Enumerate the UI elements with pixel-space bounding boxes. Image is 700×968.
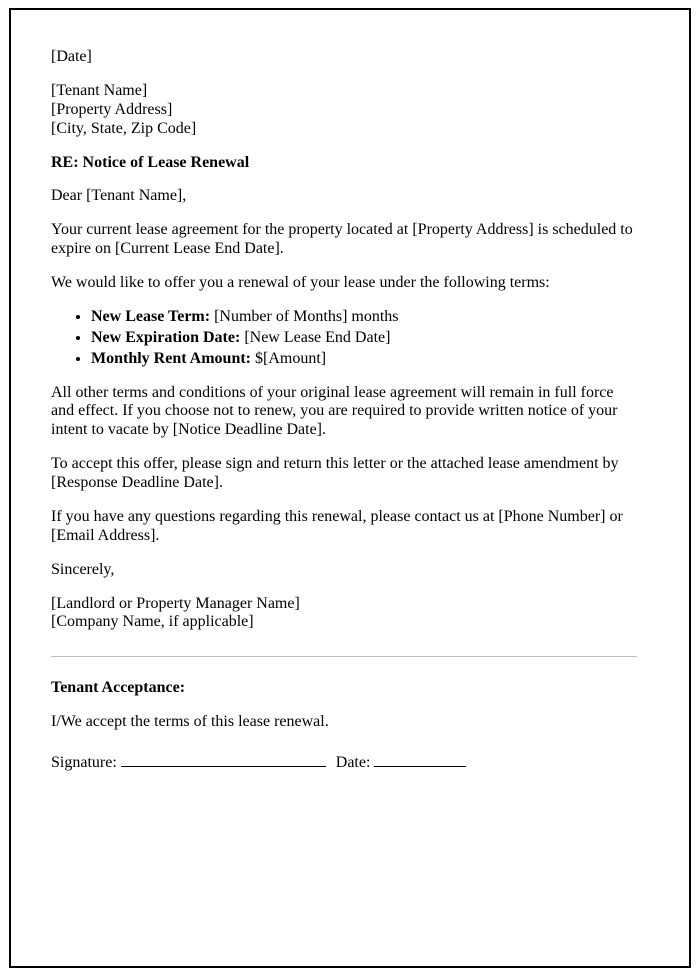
acceptance-signature-row bbox=[51, 752, 637, 773]
term-label: New Expiration Date: bbox=[91, 328, 241, 346]
letter-page bbox=[9, 8, 691, 968]
paragraph-terms-conditions: All other terms and conditions of your original lease agreement will remain in full force and effect. If you choose not to renew, you are required to provide written notice of your intent to vacate by [Notice Deadline Date]. bbox=[51, 383, 618, 439]
term-label: Monthly Rent Amount: bbox=[91, 349, 252, 367]
sender-signature-block bbox=[51, 595, 637, 633]
salutation: Dear [Tenant Name], bbox=[51, 187, 187, 205]
signature-label: Signature: bbox=[51, 754, 117, 771]
term-value: [New Lease End Date] bbox=[240, 328, 391, 346]
acceptance-statement: I/We accept the terms of this lease renewal. bbox=[51, 713, 329, 731]
recipient-city-state-zip: [City, State, Zip Code] bbox=[51, 119, 197, 137]
paragraph-contact: If you have any questions regarding this renewal, please contact us at [Phone Number] or [Email Address]. bbox=[51, 507, 623, 544]
recipient-name: [Tenant Name] bbox=[51, 81, 148, 99]
acceptance-heading: Tenant Acceptance: bbox=[51, 679, 186, 697]
date-label: Date: bbox=[335, 754, 371, 771]
date-line bbox=[374, 752, 466, 767]
recipient-block bbox=[51, 82, 637, 139]
term-value: $[Amount] bbox=[251, 349, 327, 367]
paragraph-accept-instructions: To accept this offer, please sign and return this letter or the attached lease amendment by [Response Deadline Date]. bbox=[51, 455, 619, 491]
section-divider bbox=[51, 656, 637, 657]
closing: Sincerely, bbox=[51, 560, 115, 578]
list-item bbox=[91, 350, 637, 369]
paragraph-expiration: Your current lease agreement for the property located at [Property Address] is scheduled to expire on [Current Lease End Date]. bbox=[51, 221, 633, 258]
lease-renewal-letter bbox=[51, 48, 637, 773]
letter-date: [Date] bbox=[51, 48, 92, 65]
subject-line: RE: Notice of Lease Renewal bbox=[51, 153, 250, 171]
renewal-terms-list bbox=[51, 308, 637, 369]
recipient-address: [Property Address] bbox=[51, 100, 173, 118]
list-item bbox=[91, 308, 637, 327]
signature-line bbox=[121, 752, 326, 767]
paragraph-offer-intro: We would like to offer you a renewal of your lease under the following terms: bbox=[51, 274, 550, 291]
term-label: New Lease Term: bbox=[91, 307, 211, 325]
list-item bbox=[91, 329, 637, 348]
sender-company: [Company Name, if applicable] bbox=[51, 613, 254, 631]
term-value: [Number of Months] months bbox=[210, 307, 399, 325]
sender-name: [Landlord or Property Manager Name] bbox=[51, 594, 300, 612]
